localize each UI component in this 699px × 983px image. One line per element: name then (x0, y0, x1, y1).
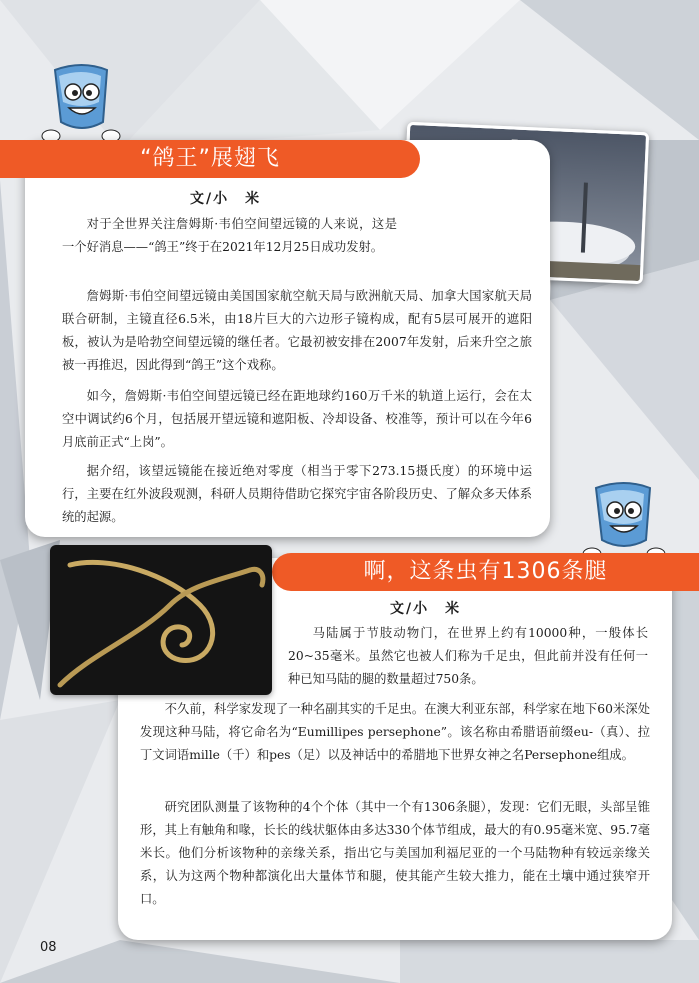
article-paragraph: 詹姆斯·韦伯空间望远镜由美国国家航空航天局与欧洲航天局、加拿大国家航天局联合研制，主镜直径6.5米，由18片巨大的六边形子镜构成，配有5层可展开的遮阳板，被认为是哈勃空间望远镜的继任者。它最初被安排在2007年发射，后来升空之旅被一再推迟，因此得到“鸽王”这个戏称。 (62, 289, 532, 372)
article-paragraph: 研究团队测量了该物种的4个个体（其中一个有1306条腿），发现：它们无眼，头部呈锥形，其上有触角和喙，长长的线状躯体由多达330个体节组成，最大的有0.95毫米宽、95.7毫米长。他们分析该物种的亲缘关系，指出它与美国加利福尼亚的一个马陆物种有较远亲缘关系，认为这两个物种都演化出大量体节和腿，使其能产生较大推力，能在土壤中通过狭窄开口。 (140, 800, 650, 906)
article-paragraph: 据介绍，该望远镜能在接近绝对零度（相当于零下273.15摄氏度）的环境中运行，主要在红外波段观测，科研人员期待借助它探究宇宙各阶段历史、了解众多天体系统的起源。 (62, 464, 532, 524)
article-paragraph: 不久前，科学家发现了一种名副其实的千足虫。在澳大利亚东部，科学家在地下60米深处发现这种马陆，将它命名为“Eumillipes persephone”。该名称由希腊语前缀eu-（真）、拉丁文词语mille（千）和pes（足）以及神话中的希腊地下世界女神之名Persephone组成。 (140, 702, 650, 762)
article-paragraph: 马陆属于节肢动物门，在世界上约有10000种，一般体长20~35毫米。虽然它也被人们称为千足虫，但此前并没有任何一种已知马陆的腿的数量超过750条。 (288, 626, 648, 686)
article-byline: 文/小 米 (190, 191, 262, 207)
page-number: 08 (40, 940, 57, 955)
article-paragraph: 如今，詹姆斯·韦伯空间望远镜已经在距地球约160万千米的轨道上运行，会在太空中调试约6个月，包括展开望远镜和遮阳板、冷却设备、校准等，预计可以在今年6月底前正式“上岗”。 (62, 389, 532, 449)
article-paragraph: 对于全世界关注詹姆斯·韦伯空间望远镜的人来说，这是一个好消息——“鸽王”终于在2021年12月25日成功发射。 (62, 217, 397, 254)
article-byline: 文/小 米 (390, 601, 462, 617)
article-title-millipede: 啊，这条虫有1306条腿 (272, 553, 699, 591)
mascot-icon (578, 480, 670, 562)
mascot-icon (37, 62, 127, 144)
article-title-jwst: “鸽王”展翅飞 (0, 140, 420, 178)
millipede-photo (50, 545, 272, 695)
